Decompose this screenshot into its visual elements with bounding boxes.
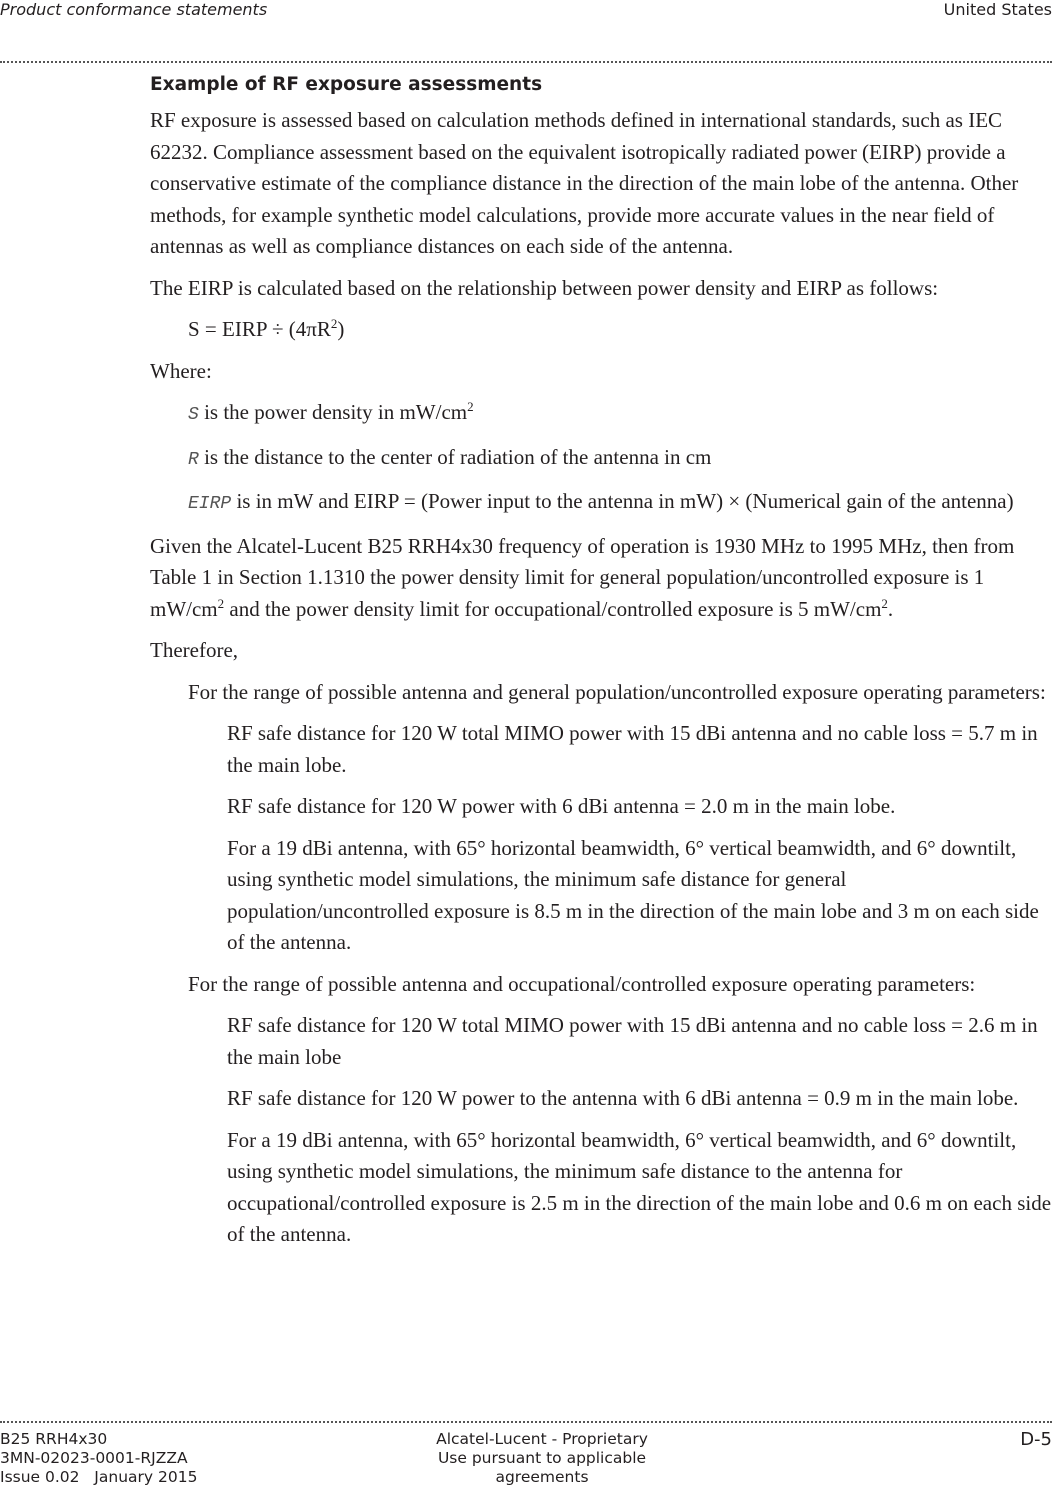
formula-text: S = EIRP ÷ (4πR [188, 317, 331, 341]
var-r: R [188, 449, 199, 470]
header-section-title: Product conformance statements [0, 0, 268, 19]
def-r-text: is the distance to the center of radiation of the antenna in cm [198, 444, 712, 469]
formula-sup: 2 [330, 316, 338, 331]
given-sup2: 2 [881, 595, 888, 611]
def-s-text: is the power density in mW/cm [198, 400, 468, 424]
page-number: D-5 [1020, 1429, 1052, 1450]
given-c: . [887, 596, 894, 621]
occupational-item: For a 19 dBi antenna, with 65° horizontal beamwidth, 6° vertical beamwidth, and 6° downtilt, using synthetic model simulations, the minimum safe distance to the antenna for occupational/controlled exposure is 2.5 m in the direction of the main lobe and 0.6 m on each side of the antenna. [227, 1127, 1052, 1246]
footer-doc-info [0, 1430, 197, 1487]
formula [188, 314, 1052, 346]
eirp-paragraph: The EIRP is calculated based on the relationship between power density and EIRP as follows: [150, 275, 939, 300]
general-item: RF safe distance for 120 W power with 6 dBi antenna = 2.0 m in the main lobe. [227, 794, 896, 818]
footer-usage: Use pursuant to applicable agreements [437, 1449, 647, 1486]
footer-proprietary-title: Alcatel-Lucent - Proprietary [436, 1430, 648, 1448]
occupational-item: RF safe distance for 120 W total MIMO power with 15 dBi antenna and no cable loss = 2.6 m in the main lobe [227, 1013, 1038, 1069]
var-eirp: EIRP [188, 494, 232, 514]
header-region: United States [943, 0, 1052, 19]
given-a: Given the Alcatel-Lucent B25 RRH4x30 frequency of operation is 1930 MHz to 1995 MHz, then from Table 1 in Section 1.1310 the power density limit for general population/uncontrolled exposure is 1 mW/cm [150, 533, 1015, 621]
footer-product: B25 RRH4x30 [0, 1430, 108, 1448]
given-b: and the power density limit for occupational/controlled exposure is 5 mW/cm [224, 596, 882, 621]
given-sup1: 2 [217, 595, 225, 611]
footer-doc-number: 3MN-02023-0001-RJZZA [0, 1449, 188, 1467]
occupational-item: RF safe distance for 120 W power to the antenna with 6 dBi antenna = 0.9 m in the main lobe. [227, 1086, 1019, 1110]
page-content [150, 72, 1052, 1261]
def-eirp [188, 486, 1052, 521]
footer-divider [0, 1421, 1052, 1423]
footer-issue: Issue 0.02 January 2015 [0, 1468, 198, 1486]
var-s: S [188, 405, 199, 425]
given-paragraph [150, 531, 1052, 626]
therefore-label: Therefore, [150, 638, 239, 662]
formula-end: ) [337, 317, 345, 341]
section-heading: Example of RF exposure assessments [150, 74, 543, 95]
general-intro: For the range of possible antenna and general population/uncontrolled exposure operating parameters: [188, 679, 1046, 704]
general-item: For a 19 dBi antenna, with 65° horizontal beamwidth, 6° vertical beamwidth, and 6° downtilt, using synthetic model simulations, the minimum safe distance for general population/uncontrolled exposure is 8.5 m in the direction of the main lobe and 3 m on each side of the antenna. [227, 835, 1039, 954]
occupational-intro: For the range of possible antenna and occupational/controlled exposure operating parameters: [188, 971, 976, 996]
header-divider [0, 61, 1052, 63]
def-r [188, 442, 1052, 477]
general-item: RF safe distance for 120 W total MIMO power with 15 dBi antenna and no cable loss = 5.7 m in the main lobe. [227, 721, 1038, 777]
def-s [188, 397, 1052, 432]
def-eirp-text: is in mW and EIRP = (Power input to the antenna in mW) × (Numerical gain of the antenna) [231, 489, 1014, 513]
footer-proprietary [392, 1430, 692, 1487]
where-label: Where: [150, 358, 212, 383]
def-s-sup: 2 [467, 399, 474, 414]
intro-paragraph: RF exposure is assessed based on calculation methods defined in international standards, such as IEC 62232. Compliance assessment based on the equivalent isotropically radiated power (EIRP) provide a conservative estimate of the compliance distance in the direction of the main lobe of the antenna. Other methods, for example synthetic model calculations, provide more accurate values in the near field of antennas as well as compliance distances on each side of the antenna. [150, 108, 1019, 258]
